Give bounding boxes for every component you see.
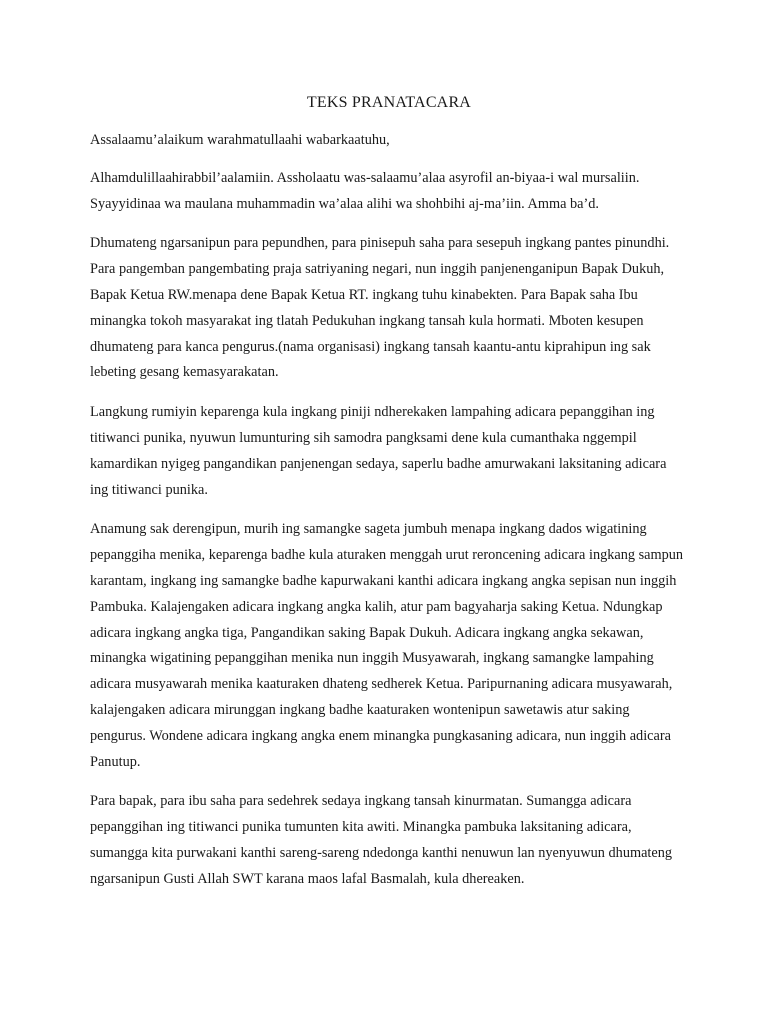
paragraph-salutation: Dhumateng ngarsanipun para pepundhen, para pinisepuh saha para sesepuh ingkang pantes pinundhi. Para pangemban pangembating praja satriyaning negari, nun inggih panjenenganipun Bapak Dukuh, Bapak Ketua RW.menapa dene Bapak Ketua RT. ingkang tuhu kinabekten. Para Bapak saha Ibu minangka tokoh masyarakat ing tlatah Pedukuhan ingkang tansah kula hormati. Mboten kesupen dhumateng para kanca pengurus.(nama organisasi) ingkang tansah kaantu-antu kiprahipun ing sak lebeting gesang kemasyarakatan. [90, 235, 670, 381]
document-title: TEKS PRANATACARA [306, 94, 472, 111]
paragraph-opening: Para bapak, para ibu saha para sedehrek sedaya ingkang tansah kinurmatan. Sumangga adicara pepanggihan ing titiwanci punika tumunten kita awiti. Minangka pambuka laksitaning adicara, sumangga kita purwakani kanthi sareng-sareng ndedonga kanthi nenuwun lan nyenyuwun dhumateng ngarsanipun Gusti Allah SWT karana maos lafal Basmalah, kula dhereaken. [90, 793, 673, 887]
paragraph-agenda: Anamung sak derengipun, murih ing samangke sageta jumbuh menapa ingkang dados wigatining pepanggiha menika, keparenga badhe kula aturaken menggah urut reroncening adicara ingkang sampun karantam, ingkang ing samangke badhe kapurwakani kanthi adicara ingkang angka sepisan nun inggih Pambuka. Kalajengaken adicara ingkang angka kalih, atur pam bagyaharja saking Ketua. Ndungkap adicara ingkang angka tiga, Pangandikan saking Bapak Dukuh. Adicara ingkang angka sekawan, minangka wigatining pepanggihan menika nun inggih Musyawarah, ingkang samangke lampahing adicara musyawarah menika kaaturaken dhateng sedherek Ketua. Paripurnaning adicara musyawarah, kalajengaken adicara mirunggan ingkang badhe kaaturaken wontenipun sawetawis atur saking pengurus. Wondene adicara ingkang angka enem minangka pungkasaning adicara, nun inggih adicara Panutup. [90, 521, 684, 770]
paragraph-opening-prayer: Alhamdulillaahirabbil’aalamiin. Assholaatu was-salaamu’alaa asyrofil an-biyaa-i wal mursaliin. Syayyidinaa wa maulana muhammadin wa’alaa alihi wa shohbihi aj-ma’iin. Amma ba’d. [90, 169, 640, 212]
paragraph-apology: Langkung rumiyin keparenga kula ingkang piniji ndherekaken lampahing adicara pepanggihan ing titiwanci punika, nyuwun lumunturing sih samodra pangksami dene kula cumanthaka nggempil kamardikan nyigeg pangandikan panjenengan sedaya, saperlu badhe amurwakani laksitaning adicara ing titiwanci punika. [90, 404, 667, 498]
paragraph-greeting: Assalaamu’alaikum warahmatullaahi wabarkaatuhu, [90, 132, 390, 148]
